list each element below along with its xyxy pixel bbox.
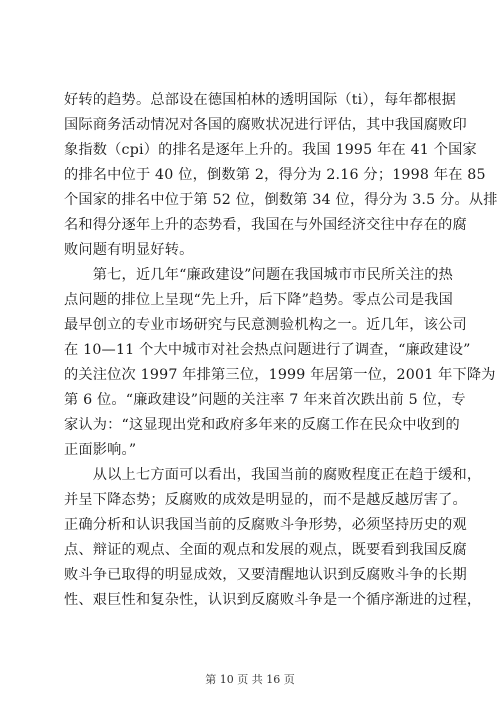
text-line: 名和得分逐年上升的态势看，我国在与外国经济交往中存在的腐 [64, 217, 467, 233]
text-line: 第 6 位。“廉政建设”问题的关注率 7 年来首次跌出前 5 位，专 [64, 392, 466, 408]
text-line: 并呈下降态势；反腐败的成效是明显的，而不是越反越厉害了。 [64, 492, 467, 508]
text-line: 点问题的排位上呈现“先上升，后下降”趋势。零点公司是我国 [64, 292, 453, 308]
text-line: 败问题有明显好转。 [64, 242, 194, 258]
text-line: 败斗争已取得的明显成效，又要清醒地认识到反腐败斗争的长期 [64, 567, 467, 583]
text-line: 家认为：“这显现出党和政府多年来的反腐工作在民众中收到的 [64, 417, 460, 433]
document-body [64, 88, 498, 613]
text-line: 正面影响。” [64, 442, 137, 458]
text-line: 正确分析和认识我国当前的反腐败斗争形势，必须坚持历史的观 [64, 517, 467, 533]
text-line: 象指数（cpi）的排名是逐年上升的。我国 1995 年在 41 个国家 [64, 142, 477, 158]
text-line: 性、艰巨性和复杂性，认识到反腐败斗争是一个循序渐进的过程， [64, 592, 482, 608]
text-line: 的关注位次 1997 年排第三位，1999 年居第一位，2001 年下降为 [64, 367, 496, 383]
paragraph-1 [64, 88, 498, 263]
text-line: 的排名中位于 40 位，倒数第 2，得分为 2.16 分；1998 年在 85 [64, 167, 486, 183]
text-line: 国际商务活动情况对各国的腐败状况进行评估，其中我国腐败印 [64, 117, 467, 133]
text-line: 点、辩证的观点、全面的观点和发展的观点，既要看到我国反腐 [64, 542, 467, 558]
text-line: 第七，近几年“廉政建设”问题在我国城市市民所关注的热 [64, 267, 453, 283]
page-footer: 第 10 页 共 16 页 [205, 673, 295, 686]
text-line: 好转的趋势。总部设在德国柏林的透明国际（ti），每年都根据 [64, 92, 457, 108]
text-line: 最早创立的专业市场研究与民意测验机构之一。近几年，该公司 [64, 317, 467, 333]
text-line: 个国家的排名中位于第 52 位，倒数第 34 位，得分为 3.5 分。从排 [64, 192, 498, 208]
paragraph-2 [64, 263, 496, 463]
paragraph-3 [64, 463, 482, 613]
text-line: 从以上七方面可以看出，我国当前的腐败程度正在趋于缓和， [64, 467, 482, 483]
text-line: 在 10—11 个大中城市对社会热点问题进行了调查，“廉政建设” [64, 342, 471, 358]
